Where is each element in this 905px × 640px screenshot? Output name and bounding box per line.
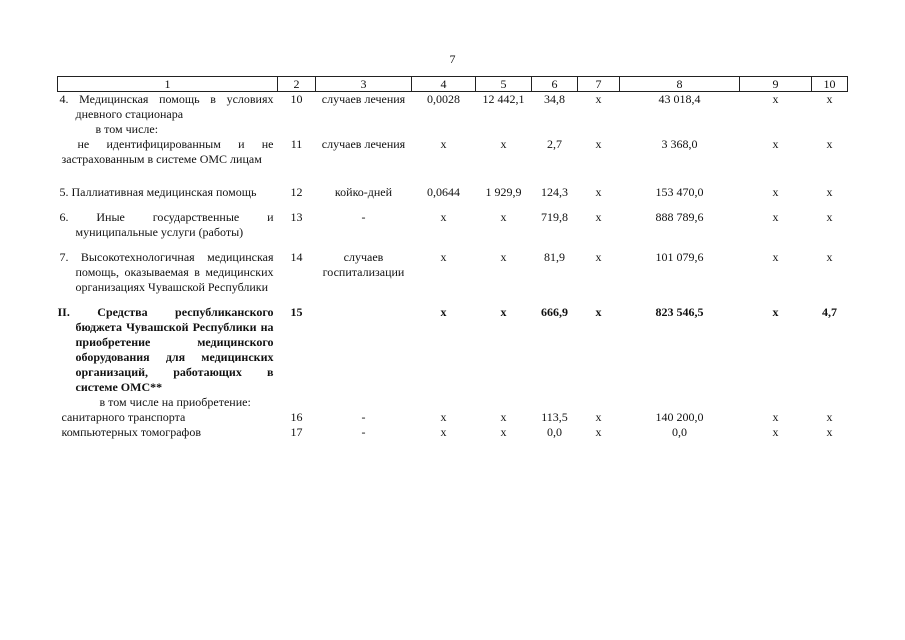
cell-col10: х — [826, 210, 833, 224]
cell-col9: х — [772, 425, 779, 439]
row-name: II. Средства республиканского бюджета Чувашской Республики на приобретение медицинского оборудования для медицинских организаций, работающих в системе ОМС** — [57, 305, 274, 394]
cell-col6: 0,0 — [547, 425, 562, 439]
cell-col10: х — [826, 410, 833, 424]
cell-col7: х — [595, 92, 602, 106]
cell-col9: х — [772, 210, 779, 224]
row-name: 4. Медицинская помощь в условиях дневного стационара — [59, 92, 274, 121]
row-number: 14 — [290, 250, 303, 264]
row-unit: случаев лечения — [321, 137, 406, 151]
cell-col5: 1 929,9 — [485, 185, 522, 199]
row-unit: - — [361, 410, 366, 424]
cell-col8: 140 200,0 — [655, 410, 704, 424]
table-row — [58, 92, 848, 123]
table-row — [58, 210, 848, 250]
column-header: 7 — [578, 77, 620, 92]
cell-col6: 113,5 — [541, 410, 568, 424]
cell-col6: 81,9 — [544, 250, 565, 264]
table-row — [58, 185, 848, 210]
page-number: 7 — [449, 52, 456, 66]
column-header: 6 — [532, 77, 578, 92]
cell-col10: х — [826, 92, 833, 106]
cell-col4: х — [440, 210, 447, 224]
row-unit: койко-дней — [334, 185, 393, 199]
cell-col6: 34,8 — [544, 92, 565, 106]
cell-col8: 153 470,0 — [655, 185, 704, 199]
cell-col8: 43 018,4 — [658, 92, 701, 106]
cell-col8: 3 368,0 — [661, 137, 698, 151]
cell-col10: х — [826, 250, 833, 264]
cell-col5: х — [500, 425, 507, 439]
column-header: 3 — [316, 77, 412, 92]
cell-col6: 666,9 — [541, 305, 568, 319]
cell-col7: х — [595, 250, 602, 264]
cell-col8: 101 079,6 — [655, 250, 704, 264]
cell-col10: х — [826, 137, 833, 151]
row-name: 6. Иные государственные и муниципальные услуги (работы) — [59, 210, 274, 239]
row-number: 17 — [290, 425, 303, 439]
column-header: 1 — [58, 77, 278, 92]
table-row — [58, 137, 848, 185]
row-name: не идентифицированным и не застрахованным в системе ОМС лицам — [61, 137, 274, 166]
cell-col9: х — [772, 185, 779, 199]
cell-col7: х — [595, 410, 602, 424]
column-header: 4 — [412, 77, 476, 92]
row-number: 13 — [290, 210, 303, 224]
row-name: 7. Высокотехнологичная медицинская помощь, оказываемая в медицинских организациях Чувашской Республики — [59, 250, 274, 294]
cell-col9: х — [772, 137, 779, 151]
column-header: 2 — [278, 77, 316, 92]
column-header: 8 — [620, 77, 740, 92]
cell-col5: х — [500, 305, 507, 319]
row-unit: - — [361, 425, 366, 439]
row-number: 11 — [290, 137, 303, 151]
table-row — [58, 425, 848, 440]
row-number: 15 — [290, 305, 303, 319]
table-row — [58, 410, 848, 425]
row-unit: случаев госпитализации — [322, 250, 405, 279]
row-subheading: в том числе: — [95, 122, 159, 136]
column-header: 5 — [476, 77, 532, 92]
row-name: компьютерных томографов — [61, 425, 201, 439]
row-name: санитарного транспорта — [61, 410, 186, 424]
table-row — [58, 305, 848, 395]
row-unit: - — [361, 210, 366, 224]
row-number: 12 — [290, 185, 303, 199]
cell-col4: 0,0644 — [427, 185, 460, 199]
cell-col5: х — [500, 410, 507, 424]
cell-col7: х — [595, 210, 602, 224]
row-number: 10 — [290, 92, 303, 106]
cell-col5: х — [500, 210, 507, 224]
cell-col9: х — [772, 305, 779, 319]
cell-col9: х — [772, 92, 779, 106]
cell-col8: 0,0 — [672, 425, 687, 439]
cell-col10: х — [826, 185, 833, 199]
column-header: 9 — [740, 77, 812, 92]
cell-col9: х — [772, 250, 779, 264]
cell-col5: х — [500, 250, 507, 264]
table-header-row — [58, 77, 848, 92]
cell-col9: х — [772, 410, 779, 424]
table-row — [58, 122, 848, 137]
cell-col5: 12 442,1 — [482, 92, 525, 106]
cell-col4: х — [440, 137, 447, 151]
cell-col5: х — [500, 137, 507, 151]
row-unit — [316, 305, 412, 395]
cell-col7: х — [595, 185, 602, 199]
cell-col8: 888 789,6 — [655, 210, 704, 224]
cell-col4: х — [440, 250, 447, 264]
cell-col10: х — [826, 425, 833, 439]
row-number: 16 — [290, 410, 303, 424]
cell-col4: 0,0028 — [427, 92, 460, 106]
cell-col7: х — [595, 305, 602, 319]
cell-col6: 2,7 — [547, 137, 562, 151]
cell-col7: х — [595, 425, 602, 439]
column-header: 10 — [812, 77, 848, 92]
row-subheading: в том числе на приобретение: — [99, 395, 251, 409]
row-name: 5. Паллиативная медицинская помощь — [59, 185, 257, 199]
table-row — [58, 250, 848, 305]
cell-col8: 823 546,5 — [655, 305, 704, 319]
data-table — [57, 76, 848, 440]
table-row — [58, 395, 848, 410]
cell-col4: х — [440, 410, 447, 424]
cell-col6: 719,8 — [541, 210, 568, 224]
cell-col10: 4,7 — [822, 305, 837, 319]
cell-col7: х — [595, 137, 602, 151]
cell-col4: х — [440, 305, 447, 319]
row-unit: случаев лечения — [321, 92, 406, 106]
cell-col6: 124,3 — [541, 185, 568, 199]
cell-col4: х — [440, 425, 447, 439]
